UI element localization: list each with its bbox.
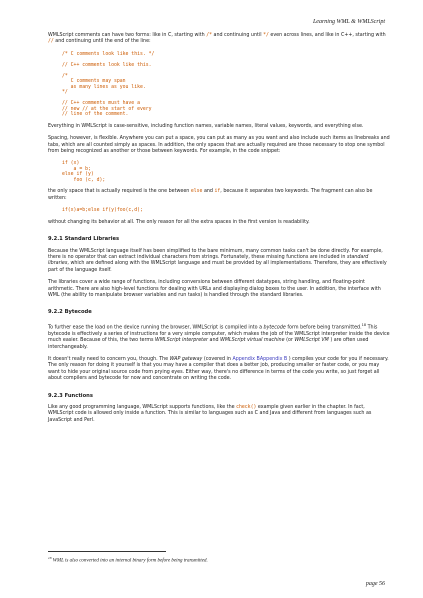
text: and	[208, 338, 221, 344]
text: form before being transmitted.	[285, 325, 362, 331]
text: It doesn't really need to concern you, though. The	[48, 357, 170, 363]
section-heading-bytecode: 9.2.2 Bytecode	[48, 309, 92, 316]
text: (or	[284, 338, 295, 344]
text: WMLScript comments can have two forms: like in C, starting with	[48, 33, 207, 38]
section-heading-standard-libraries: 9.2.1 Standard Libraries	[48, 236, 120, 243]
text: example given earlier in the chapter. In fact, WMLScript code is allowed only inside a function. This is similar to languages such as C and Java and different from languages such as JavaScript and Perl.	[48, 405, 372, 423]
footnote-divider	[48, 551, 166, 552]
inline-code: /*	[206, 33, 212, 38]
running-header: Learning WML & WMLScript	[312, 19, 385, 25]
emphasis: WMLScript interpreter	[155, 338, 208, 344]
inline-code: //	[48, 39, 54, 45]
text: This bytecode is effectively a series of instructions for a very simple computer, which makes the job of the WMLScript interpreter inside the device much easier. Because of this, the two terms	[48, 325, 390, 344]
emphasis: WMLScript VM	[294, 338, 329, 344]
footnote	[48, 556, 208, 564]
section-heading-functions: 9.2.3 Functions	[48, 392, 93, 399]
inline-code: else	[190, 189, 203, 195]
text: and continuing until the end of the line:	[53, 39, 151, 45]
code-block-comments: /* C comments look like this. */ // C++ comments look like this. /* C comments may span as many lines as you like. */ // C++ comments must have a // new // at the start of every // line of the comment.	[62, 51, 155, 118]
text: Because the WMLScript language itself has been simplified to the bare minimum, many common tasks can't be done directly. For example, there is no operator that can extract individual characters from strings. Fortunately, these missing functions are included in	[48, 248, 383, 260]
text: (covered in	[202, 357, 233, 363]
emphasis: WMLScript virtual machine	[220, 338, 285, 344]
emphasis: standard libraries	[48, 254, 369, 267]
text: even across lines, and like in C++, starting with	[268, 33, 386, 38]
appendix-b-link[interactable]: Appendix BAppendix B	[232, 357, 288, 363]
footnote-text: WML is also converted into an internal binary form before being transmitted.	[51, 558, 208, 564]
page-body	[48, 33, 390, 430]
text: ) compiles your code for you if necessary. The only reason for doing it yourself is that you may have a compiler that does a better job, producing smaller or faster code, or you may want to hide your original source code from prying eyes. Either way, there's no difference in terms of the code you write, so just forget all about compilers and bytecode for now and concentrate on writing the code.	[48, 357, 389, 382]
text: Like any good programming language, WMLScript supports functions, like the	[48, 405, 237, 411]
emphasis: bytecode	[263, 325, 286, 331]
text: To further ease the load on the device running the browser, WMLScript is compiled into a	[48, 325, 264, 331]
text: , which are defined along with the WMLScript language and must be provided by all implementations. Therefore, they are effectively part of the language itself.	[48, 261, 387, 273]
text: and continuing until	[211, 33, 264, 38]
footnote-mark: 18	[48, 556, 52, 560]
text: and	[202, 189, 215, 195]
page-number: page 56	[365, 581, 385, 587]
inline-code: if	[214, 189, 221, 195]
code-block-compact: if(x)a=b;else if(y)foo(c,d);	[62, 208, 143, 214]
bytecode-paragraph-2	[48, 357, 390, 383]
inline-code: check()	[236, 405, 257, 411]
libraries-paragraph-2: The libraries cover a wide range of functions, including conversions between different datatypes, string handling, and floating-point arithmetic. There are also high-level functions for dealing with URLs and displaying dialog boxes to the user. In addition, the interface with WML (the ability to manipulate browser variables and run tasks) is handled through the standard libraries.	[48, 280, 381, 298]
intro-paragraph	[48, 33, 390, 46]
text: , because it separates two keywords. The fragment can also be written:	[48, 189, 373, 201]
readability-paragraph: without changing its behavior at all. The only reason for all the extra spaces in the first version is readability.	[48, 219, 310, 225]
emphasis: WAP gateway	[169, 357, 203, 363]
libraries-paragraph-1	[48, 249, 390, 275]
case-sensitivity-paragraph: Everything in WMLScript is case-sensitive, including function names, variable names, literal values, keywords, and everything else.	[48, 123, 364, 129]
text: ) are often used interchangeably.	[48, 338, 369, 350]
code-block-snippet: if (x) a = b; else if (y) foo (c, d);	[62, 161, 106, 183]
inline-code: */	[263, 33, 269, 38]
bytecode-paragraph-1	[48, 322, 390, 351]
required-space-paragraph	[48, 189, 390, 202]
text: the only space that is actually required is the one between	[48, 189, 191, 195]
spacing-paragraph: Spacing, however, is flexible. Anywhere you can put a space, you can put as many as you want and also include such items as linebreaks and tabs, which are all counted simply as spaces. In addition, the only spaces that are actually required are those necessary to stop one symbol from being recognized as another or those between keywords. For example, in the code snippet:	[48, 136, 390, 155]
functions-paragraph	[48, 405, 390, 424]
footnote-reference[interactable]: 18	[361, 322, 367, 327]
